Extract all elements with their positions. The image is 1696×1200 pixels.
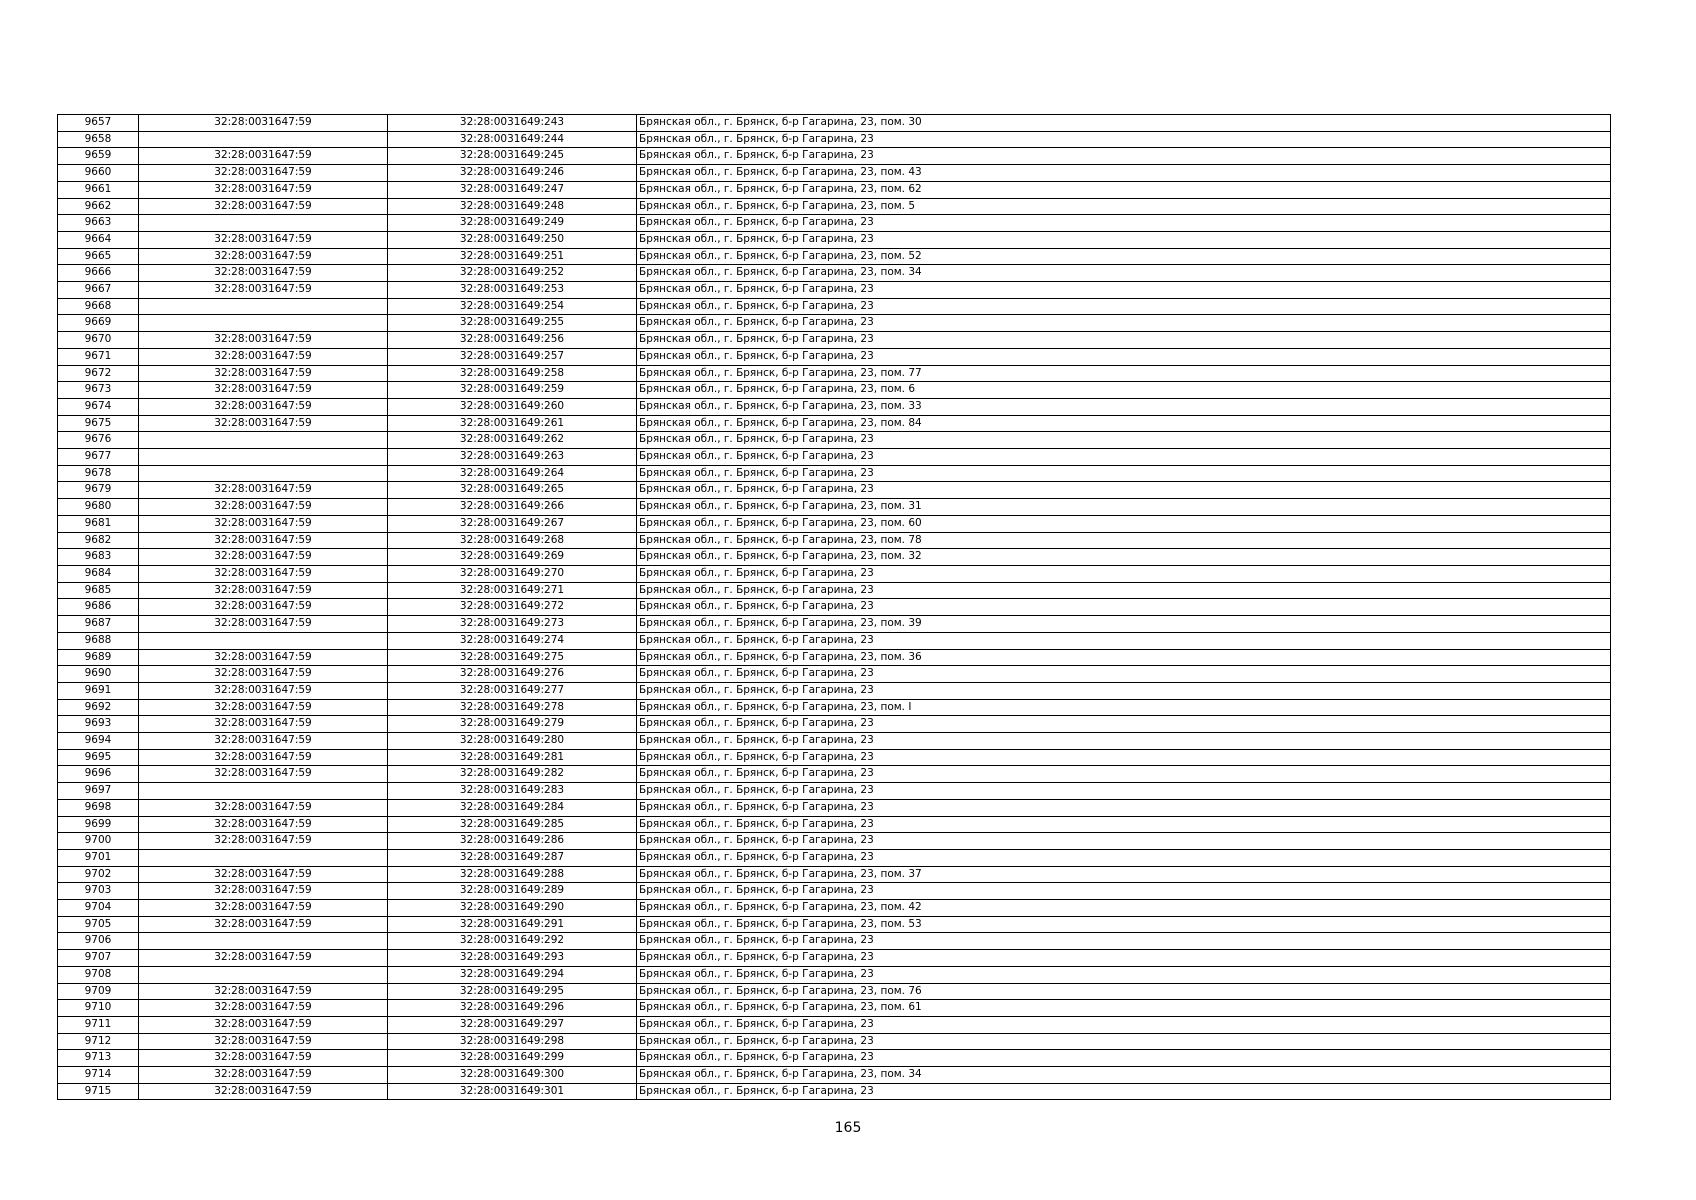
parent-cadastral-cell [139,933,388,950]
row-number-cell: 9708 [58,966,139,983]
parent-cadastral-cell: 32:28:0031647:59 [139,816,388,833]
row-number-cell: 9659 [58,148,139,165]
parent-cadastral-cell: 32:28:0031647:59 [139,950,388,967]
cadastral-number-cell: 32:28:0031649:266 [388,499,637,516]
row-number-cell: 9669 [58,315,139,332]
address-cell: Брянская обл., г. Брянск, б-р Гагарина, 23, пом. 84 [637,415,1611,432]
parent-cadastral-cell [139,783,388,800]
parent-cadastral-cell: 32:28:0031647:59 [139,616,388,633]
table-row [58,265,1611,282]
address-cell: Брянская обл., г. Брянск, б-р Гагарина, 23 [637,282,1611,299]
cadastral-number-cell: 32:28:0031649:274 [388,632,637,649]
address-cell: Брянская обл., г. Брянск, б-р Гагарина, 23, пом. 32 [637,549,1611,566]
parent-cadastral-cell: 32:28:0031647:59 [139,499,388,516]
parent-cadastral-cell: 32:28:0031647:59 [139,1050,388,1067]
row-number-cell: 9701 [58,849,139,866]
row-number-cell: 9675 [58,415,139,432]
cadastral-number-cell: 32:28:0031649:263 [388,449,637,466]
address-cell: Брянская обл., г. Брянск, б-р Гагарина, 23 [637,131,1611,148]
parent-cadastral-cell: 32:28:0031647:59 [139,165,388,182]
address-cell: Брянская обл., г. Брянск, б-р Гагарина, 23 [637,348,1611,365]
table-row [58,198,1611,215]
cadastral-number-cell: 32:28:0031649:295 [388,983,637,1000]
cadastral-number-cell: 32:28:0031649:262 [388,432,637,449]
cadastral-number-cell: 32:28:0031649:246 [388,165,637,182]
row-number-cell: 9697 [58,783,139,800]
row-number-cell: 9698 [58,799,139,816]
address-cell: Брянская обл., г. Брянск, б-р Гагарина, 23 [637,1050,1611,1067]
address-cell: Брянская обл., г. Брянск, б-р Гагарина, 23 [637,849,1611,866]
row-number-cell: 9705 [58,916,139,933]
row-number-cell: 9686 [58,599,139,616]
table-row [58,248,1611,265]
row-number-cell: 9667 [58,282,139,299]
table-row [58,766,1611,783]
address-cell: Брянская обл., г. Брянск, б-р Гагарина, 23 [637,682,1611,699]
table-row [58,348,1611,365]
table-row [58,699,1611,716]
table-row [58,532,1611,549]
parent-cadastral-cell: 32:28:0031647:59 [139,983,388,1000]
table-row [58,816,1611,833]
row-number-cell: 9713 [58,1050,139,1067]
address-cell: Брянская обл., г. Брянск, б-р Гагарина, 23, пом. 61 [637,1000,1611,1017]
cadastral-number-cell: 32:28:0031649:267 [388,515,637,532]
parent-cadastral-cell: 32:28:0031647:59 [139,148,388,165]
row-number-cell: 9692 [58,699,139,716]
parent-cadastral-cell [139,849,388,866]
table-row [58,148,1611,165]
parent-cadastral-cell [139,966,388,983]
parent-cadastral-cell [139,315,388,332]
parent-cadastral-cell: 32:28:0031647:59 [139,883,388,900]
table-row [58,682,1611,699]
row-number-cell: 9711 [58,1016,139,1033]
row-number-cell: 9673 [58,382,139,399]
table-row [58,282,1611,299]
parent-cadastral-cell [139,432,388,449]
table-row [58,649,1611,666]
address-cell: Брянская обл., г. Брянск, б-р Гагарина, 23, пом. 31 [637,499,1611,516]
cadastral-number-cell: 32:28:0031649:283 [388,783,637,800]
cadastral-number-cell: 32:28:0031649:275 [388,649,637,666]
cadastral-number-cell: 32:28:0031649:290 [388,900,637,917]
parent-cadastral-cell: 32:28:0031647:59 [139,282,388,299]
parent-cadastral-cell: 32:28:0031647:59 [139,532,388,549]
cadastral-number-cell: 32:28:0031649:248 [388,198,637,215]
address-cell: Брянская обл., г. Брянск, б-р Гагарина, 23 [637,1083,1611,1100]
parent-cadastral-cell: 32:28:0031647:59 [139,115,388,132]
address-cell: Брянская обл., г. Брянск, б-р Гагарина, 23, пом. 53 [637,916,1611,933]
table-row [58,1033,1611,1050]
row-number-cell: 9703 [58,883,139,900]
cadastral-number-cell: 32:28:0031649:272 [388,599,637,616]
address-cell: Брянская обл., г. Брянск, б-р Гагарина, 23 [637,749,1611,766]
address-cell: Брянская обл., г. Брянск, б-р Гагарина, 23, пом. 60 [637,515,1611,532]
address-cell: Брянская обл., г. Брянск, б-р Гагарина, 23 [637,632,1611,649]
parent-cadastral-cell: 32:28:0031647:59 [139,565,388,582]
row-number-cell: 9694 [58,733,139,750]
row-number-cell: 9685 [58,582,139,599]
address-cell: Брянская обл., г. Брянск, б-р Гагарина, 23, пом. 76 [637,983,1611,1000]
row-number-cell: 9668 [58,298,139,315]
address-cell: Брянская обл., г. Брянск, б-р Гагарина, 23 [637,666,1611,683]
parent-cadastral-cell: 32:28:0031647:59 [139,415,388,432]
cadastral-number-cell: 32:28:0031649:298 [388,1033,637,1050]
parent-cadastral-cell: 32:28:0031647:59 [139,248,388,265]
address-cell: Брянская обл., г. Брянск, б-р Гагарина, 23 [637,816,1611,833]
parent-cadastral-cell: 32:28:0031647:59 [139,365,388,382]
row-number-cell: 9677 [58,449,139,466]
row-number-cell: 9710 [58,1000,139,1017]
row-number-cell: 9696 [58,766,139,783]
row-number-cell: 9682 [58,532,139,549]
table-row [58,499,1611,516]
parent-cadastral-cell: 32:28:0031647:59 [139,198,388,215]
cadastral-number-cell: 32:28:0031649:264 [388,465,637,482]
table-row [58,900,1611,917]
table-row [58,799,1611,816]
parent-cadastral-cell: 32:28:0031647:59 [139,682,388,699]
table-row [58,582,1611,599]
address-cell: Брянская обл., г. Брянск, б-р Гагарина, 23 [637,332,1611,349]
table-row [58,849,1611,866]
row-number-cell: 9712 [58,1033,139,1050]
row-number-cell: 9672 [58,365,139,382]
parent-cadastral-cell: 32:28:0031647:59 [139,265,388,282]
parent-cadastral-cell: 32:28:0031647:59 [139,716,388,733]
row-number-cell: 9700 [58,833,139,850]
parent-cadastral-cell [139,215,388,232]
table-row [58,565,1611,582]
parent-cadastral-cell: 32:28:0031647:59 [139,749,388,766]
address-cell: Брянская обл., г. Брянск, б-р Гагарина, 23 [637,449,1611,466]
table-row [58,181,1611,198]
table-row [58,549,1611,566]
row-number-cell: 9660 [58,165,139,182]
cadastral-number-cell: 32:28:0031649:245 [388,148,637,165]
address-cell: Брянская обл., г. Брянск, б-р Гагарина, 23 [637,950,1611,967]
cadastral-number-cell: 32:28:0031649:258 [388,365,637,382]
row-number-cell: 9715 [58,1083,139,1100]
row-number-cell: 9661 [58,181,139,198]
row-number-cell: 9670 [58,332,139,349]
address-cell: Брянская обл., г. Брянск, б-р Гагарина, 23 [637,465,1611,482]
address-cell: Брянская обл., г. Брянск, б-р Гагарина, 23 [637,799,1611,816]
cadastral-number-cell: 32:28:0031649:278 [388,699,637,716]
row-number-cell: 9702 [58,866,139,883]
table-row [58,966,1611,983]
cadastral-number-cell: 32:28:0031649:288 [388,866,637,883]
cadastral-number-cell: 32:28:0031649:284 [388,799,637,816]
table-row [58,1067,1611,1084]
table-row [58,833,1611,850]
address-cell: Брянская обл., г. Брянск, б-р Гагарина, 23, пом. 36 [637,649,1611,666]
parent-cadastral-cell: 32:28:0031647:59 [139,733,388,750]
cadastral-number-cell: 32:28:0031649:244 [388,131,637,148]
table-row [58,515,1611,532]
cadastral-number-cell: 32:28:0031649:247 [388,181,637,198]
cadastral-number-cell: 32:28:0031649:297 [388,1016,637,1033]
cadastral-number-cell: 32:28:0031649:292 [388,933,637,950]
address-cell: Брянская обл., г. Брянск, б-р Гагарина, 23 [637,966,1611,983]
address-cell: Брянская обл., г. Брянск, б-р Гагарина, 23, пом. 34 [637,265,1611,282]
registry-table [57,114,1611,1100]
parent-cadastral-cell: 32:28:0031647:59 [139,900,388,917]
table-row [58,666,1611,683]
row-number-cell: 9699 [58,816,139,833]
address-cell: Брянская обл., г. Брянск, б-р Гагарина, 23, пом. 42 [637,900,1611,917]
cadastral-number-cell: 32:28:0031649:259 [388,382,637,399]
table-row [58,382,1611,399]
parent-cadastral-cell: 32:28:0031647:59 [139,398,388,415]
table-row [58,866,1611,883]
cadastral-number-cell: 32:28:0031649:250 [388,231,637,248]
table-row [58,165,1611,182]
parent-cadastral-cell: 32:28:0031647:59 [139,348,388,365]
table-row [58,1016,1611,1033]
page-number: 165 [834,1120,862,1136]
cadastral-number-cell: 32:28:0031649:281 [388,749,637,766]
table-row [58,332,1611,349]
parent-cadastral-cell [139,298,388,315]
address-cell: Брянская обл., г. Брянск, б-р Гагарина, 23 [637,833,1611,850]
cadastral-number-cell: 32:28:0031649:255 [388,315,637,332]
address-cell: Брянская обл., г. Брянск, б-р Гагарина, 23, пом. 39 [637,616,1611,633]
row-number-cell: 9704 [58,900,139,917]
table-row [58,632,1611,649]
table-row [58,365,1611,382]
address-cell: Брянская обл., г. Брянск, б-р Гагарина, 23, пом. I [637,699,1611,716]
cadastral-number-cell: 32:28:0031649:254 [388,298,637,315]
table-row [58,599,1611,616]
cadastral-number-cell: 32:28:0031649:249 [388,215,637,232]
parent-cadastral-cell: 32:28:0031647:59 [139,1083,388,1100]
cadastral-number-cell: 32:28:0031649:253 [388,282,637,299]
address-cell: Брянская обл., г. Брянск, б-р Гагарина, 23 [637,933,1611,950]
address-cell: Брянская обл., г. Брянск, б-р Гагарина, 23 [637,231,1611,248]
parent-cadastral-cell: 32:28:0031647:59 [139,332,388,349]
address-cell: Брянская обл., г. Брянск, б-р Гагарина, 23 [637,716,1611,733]
table-row [58,315,1611,332]
parent-cadastral-cell: 32:28:0031647:59 [139,833,388,850]
address-cell: Брянская обл., г. Брянск, б-р Гагарина, 23, пом. 5 [637,198,1611,215]
cadastral-number-cell: 32:28:0031649:277 [388,682,637,699]
cadastral-number-cell: 32:28:0031649:280 [388,733,637,750]
row-number-cell: 9709 [58,983,139,1000]
address-cell: Брянская обл., г. Брянск, б-р Гагарина, 23 [637,733,1611,750]
table-row [58,398,1611,415]
cadastral-number-cell: 32:28:0031649:299 [388,1050,637,1067]
table-row [58,716,1611,733]
cadastral-number-cell: 32:28:0031649:294 [388,966,637,983]
table-row [58,933,1611,950]
row-number-cell: 9683 [58,549,139,566]
parent-cadastral-cell: 32:28:0031647:59 [139,866,388,883]
cadastral-number-cell: 32:28:0031649:282 [388,766,637,783]
cadastral-number-cell: 32:28:0031649:252 [388,265,637,282]
table-row [58,916,1611,933]
parent-cadastral-cell [139,449,388,466]
address-cell: Брянская обл., г. Брянск, б-р Гагарина, 23 [637,883,1611,900]
table-row [58,733,1611,750]
address-cell: Брянская обл., г. Брянск, б-р Гагарина, 23, пом. 43 [637,165,1611,182]
cadastral-number-cell: 32:28:0031649:300 [388,1067,637,1084]
parent-cadastral-cell: 32:28:0031647:59 [139,582,388,599]
cadastral-number-cell: 32:28:0031649:260 [388,398,637,415]
table-row [58,449,1611,466]
parent-cadastral-cell: 32:28:0031647:59 [139,1000,388,1017]
row-number-cell: 9684 [58,565,139,582]
table-row [58,1083,1611,1100]
parent-cadastral-cell: 32:28:0031647:59 [139,181,388,198]
parent-cadastral-cell: 32:28:0031647:59 [139,699,388,716]
parent-cadastral-cell: 32:28:0031647:59 [139,599,388,616]
address-cell: Брянская обл., г. Брянск, б-р Гагарина, 23 [637,582,1611,599]
parent-cadastral-cell: 32:28:0031647:59 [139,231,388,248]
cadastral-number-cell: 32:28:0031649:276 [388,666,637,683]
table-row [58,115,1611,132]
cadastral-number-cell: 32:28:0031649:265 [388,482,637,499]
cadastral-number-cell: 32:28:0031649:289 [388,883,637,900]
cadastral-number-cell: 32:28:0031649:296 [388,1000,637,1017]
address-cell: Брянская обл., г. Брянск, б-р Гагарина, 23, пом. 62 [637,181,1611,198]
table-row [58,131,1611,148]
cadastral-number-cell: 32:28:0031649:279 [388,716,637,733]
address-cell: Брянская обл., г. Брянск, б-р Гагарина, 23 [637,783,1611,800]
cadastral-number-cell: 32:28:0031649:251 [388,248,637,265]
address-cell: Брянская обл., г. Брянск, б-р Гагарина, 23, пом. 34 [637,1067,1611,1084]
address-cell: Брянская обл., г. Брянск, б-р Гагарина, 23 [637,766,1611,783]
row-number-cell: 9665 [58,248,139,265]
table-row [58,883,1611,900]
cadastral-number-cell: 32:28:0031649:257 [388,348,637,365]
row-number-cell: 9663 [58,215,139,232]
row-number-cell: 9687 [58,616,139,633]
row-number-cell: 9693 [58,716,139,733]
row-number-cell: 9664 [58,231,139,248]
cadastral-number-cell: 32:28:0031649:301 [388,1083,637,1100]
address-cell: Брянская обл., г. Брянск, б-р Гагарина, 23, пом. 33 [637,398,1611,415]
address-cell: Брянская обл., г. Брянск, б-р Гагарина, 23, пом. 77 [637,365,1611,382]
cadastral-number-cell: 32:28:0031649:285 [388,816,637,833]
parent-cadastral-cell: 32:28:0031647:59 [139,766,388,783]
cadastral-number-cell: 32:28:0031649:293 [388,950,637,967]
cadastral-number-cell: 32:28:0031649:256 [388,332,637,349]
parent-cadastral-cell: 32:28:0031647:59 [139,1067,388,1084]
table-row [58,1000,1611,1017]
table-row [58,783,1611,800]
row-number-cell: 9714 [58,1067,139,1084]
table-row [58,215,1611,232]
parent-cadastral-cell: 32:28:0031647:59 [139,799,388,816]
table-row [58,231,1611,248]
parent-cadastral-cell: 32:28:0031647:59 [139,1033,388,1050]
address-cell: Брянская обл., г. Брянск, б-р Гагарина, 23, пом. 52 [637,248,1611,265]
row-number-cell: 9707 [58,950,139,967]
cadastral-number-cell: 32:28:0031649:261 [388,415,637,432]
table-row [58,432,1611,449]
address-cell: Брянская обл., г. Брянск, б-р Гагарина, 23 [637,215,1611,232]
parent-cadastral-cell: 32:28:0031647:59 [139,666,388,683]
table-row [58,415,1611,432]
cadastral-number-cell: 32:28:0031649:273 [388,616,637,633]
row-number-cell: 9681 [58,515,139,532]
table-row [58,616,1611,633]
parent-cadastral-cell: 32:28:0031647:59 [139,649,388,666]
row-number-cell: 9657 [58,115,139,132]
address-cell: Брянская обл., г. Брянск, б-р Гагарина, 23 [637,432,1611,449]
parent-cadastral-cell: 32:28:0031647:59 [139,1016,388,1033]
address-cell: Брянская обл., г. Брянск, б-р Гагарина, 23 [637,148,1611,165]
table-row [58,298,1611,315]
row-number-cell: 9689 [58,649,139,666]
cadastral-number-cell: 32:28:0031649:243 [388,115,637,132]
address-cell: Брянская обл., г. Брянск, б-р Гагарина, 23, пом. 30 [637,115,1611,132]
cadastral-number-cell: 32:28:0031649:291 [388,916,637,933]
table-row [58,950,1611,967]
row-number-cell: 9658 [58,131,139,148]
row-number-cell: 9678 [58,465,139,482]
row-number-cell: 9676 [58,432,139,449]
row-number-cell: 9680 [58,499,139,516]
cadastral-number-cell: 32:28:0031649:270 [388,565,637,582]
address-cell: Брянская обл., г. Брянск, б-р Гагарина, 23 [637,315,1611,332]
address-cell: Брянская обл., г. Брянск, б-р Гагарина, 23 [637,565,1611,582]
cadastral-number-cell: 32:28:0031649:271 [388,582,637,599]
parent-cadastral-cell: 32:28:0031647:59 [139,382,388,399]
row-number-cell: 9695 [58,749,139,766]
table-row [58,983,1611,1000]
table-row [58,749,1611,766]
parent-cadastral-cell: 32:28:0031647:59 [139,515,388,532]
table-row [58,482,1611,499]
address-cell: Брянская обл., г. Брянск, б-р Гагарина, 23 [637,1016,1611,1033]
address-cell: Брянская обл., г. Брянск, б-р Гагарина, 23, пом. 78 [637,532,1611,549]
parent-cadastral-cell: 32:28:0031647:59 [139,549,388,566]
address-cell: Брянская обл., г. Брянск, б-р Гагарина, 23 [637,298,1611,315]
table-row [58,465,1611,482]
row-number-cell: 9679 [58,482,139,499]
address-cell: Брянская обл., г. Брянск, б-р Гагарина, 23, пом. 37 [637,866,1611,883]
cadastral-number-cell: 32:28:0031649:269 [388,549,637,566]
row-number-cell: 9662 [58,198,139,215]
row-number-cell: 9666 [58,265,139,282]
cadastral-number-cell: 32:28:0031649:268 [388,532,637,549]
parent-cadastral-cell: 32:28:0031647:59 [139,916,388,933]
parent-cadastral-cell [139,465,388,482]
cadastral-number-cell: 32:28:0031649:287 [388,849,637,866]
row-number-cell: 9706 [58,933,139,950]
row-number-cell: 9671 [58,348,139,365]
parent-cadastral-cell: 32:28:0031647:59 [139,482,388,499]
cadastral-number-cell: 32:28:0031649:286 [388,833,637,850]
row-number-cell: 9690 [58,666,139,683]
row-number-cell: 9691 [58,682,139,699]
parent-cadastral-cell [139,131,388,148]
address-cell: Брянская обл., г. Брянск, б-р Гагарина, 23 [637,599,1611,616]
row-number-cell: 9674 [58,398,139,415]
parent-cadastral-cell [139,632,388,649]
address-cell: Брянская обл., г. Брянск, б-р Гагарина, 23, пом. 6 [637,382,1611,399]
row-number-cell: 9688 [58,632,139,649]
table-row [58,1050,1611,1067]
address-cell: Брянская обл., г. Брянск, б-р Гагарина, 23 [637,482,1611,499]
registry-table-body [58,115,1611,1100]
address-cell: Брянская обл., г. Брянск, б-р Гагарина, 23 [637,1033,1611,1050]
